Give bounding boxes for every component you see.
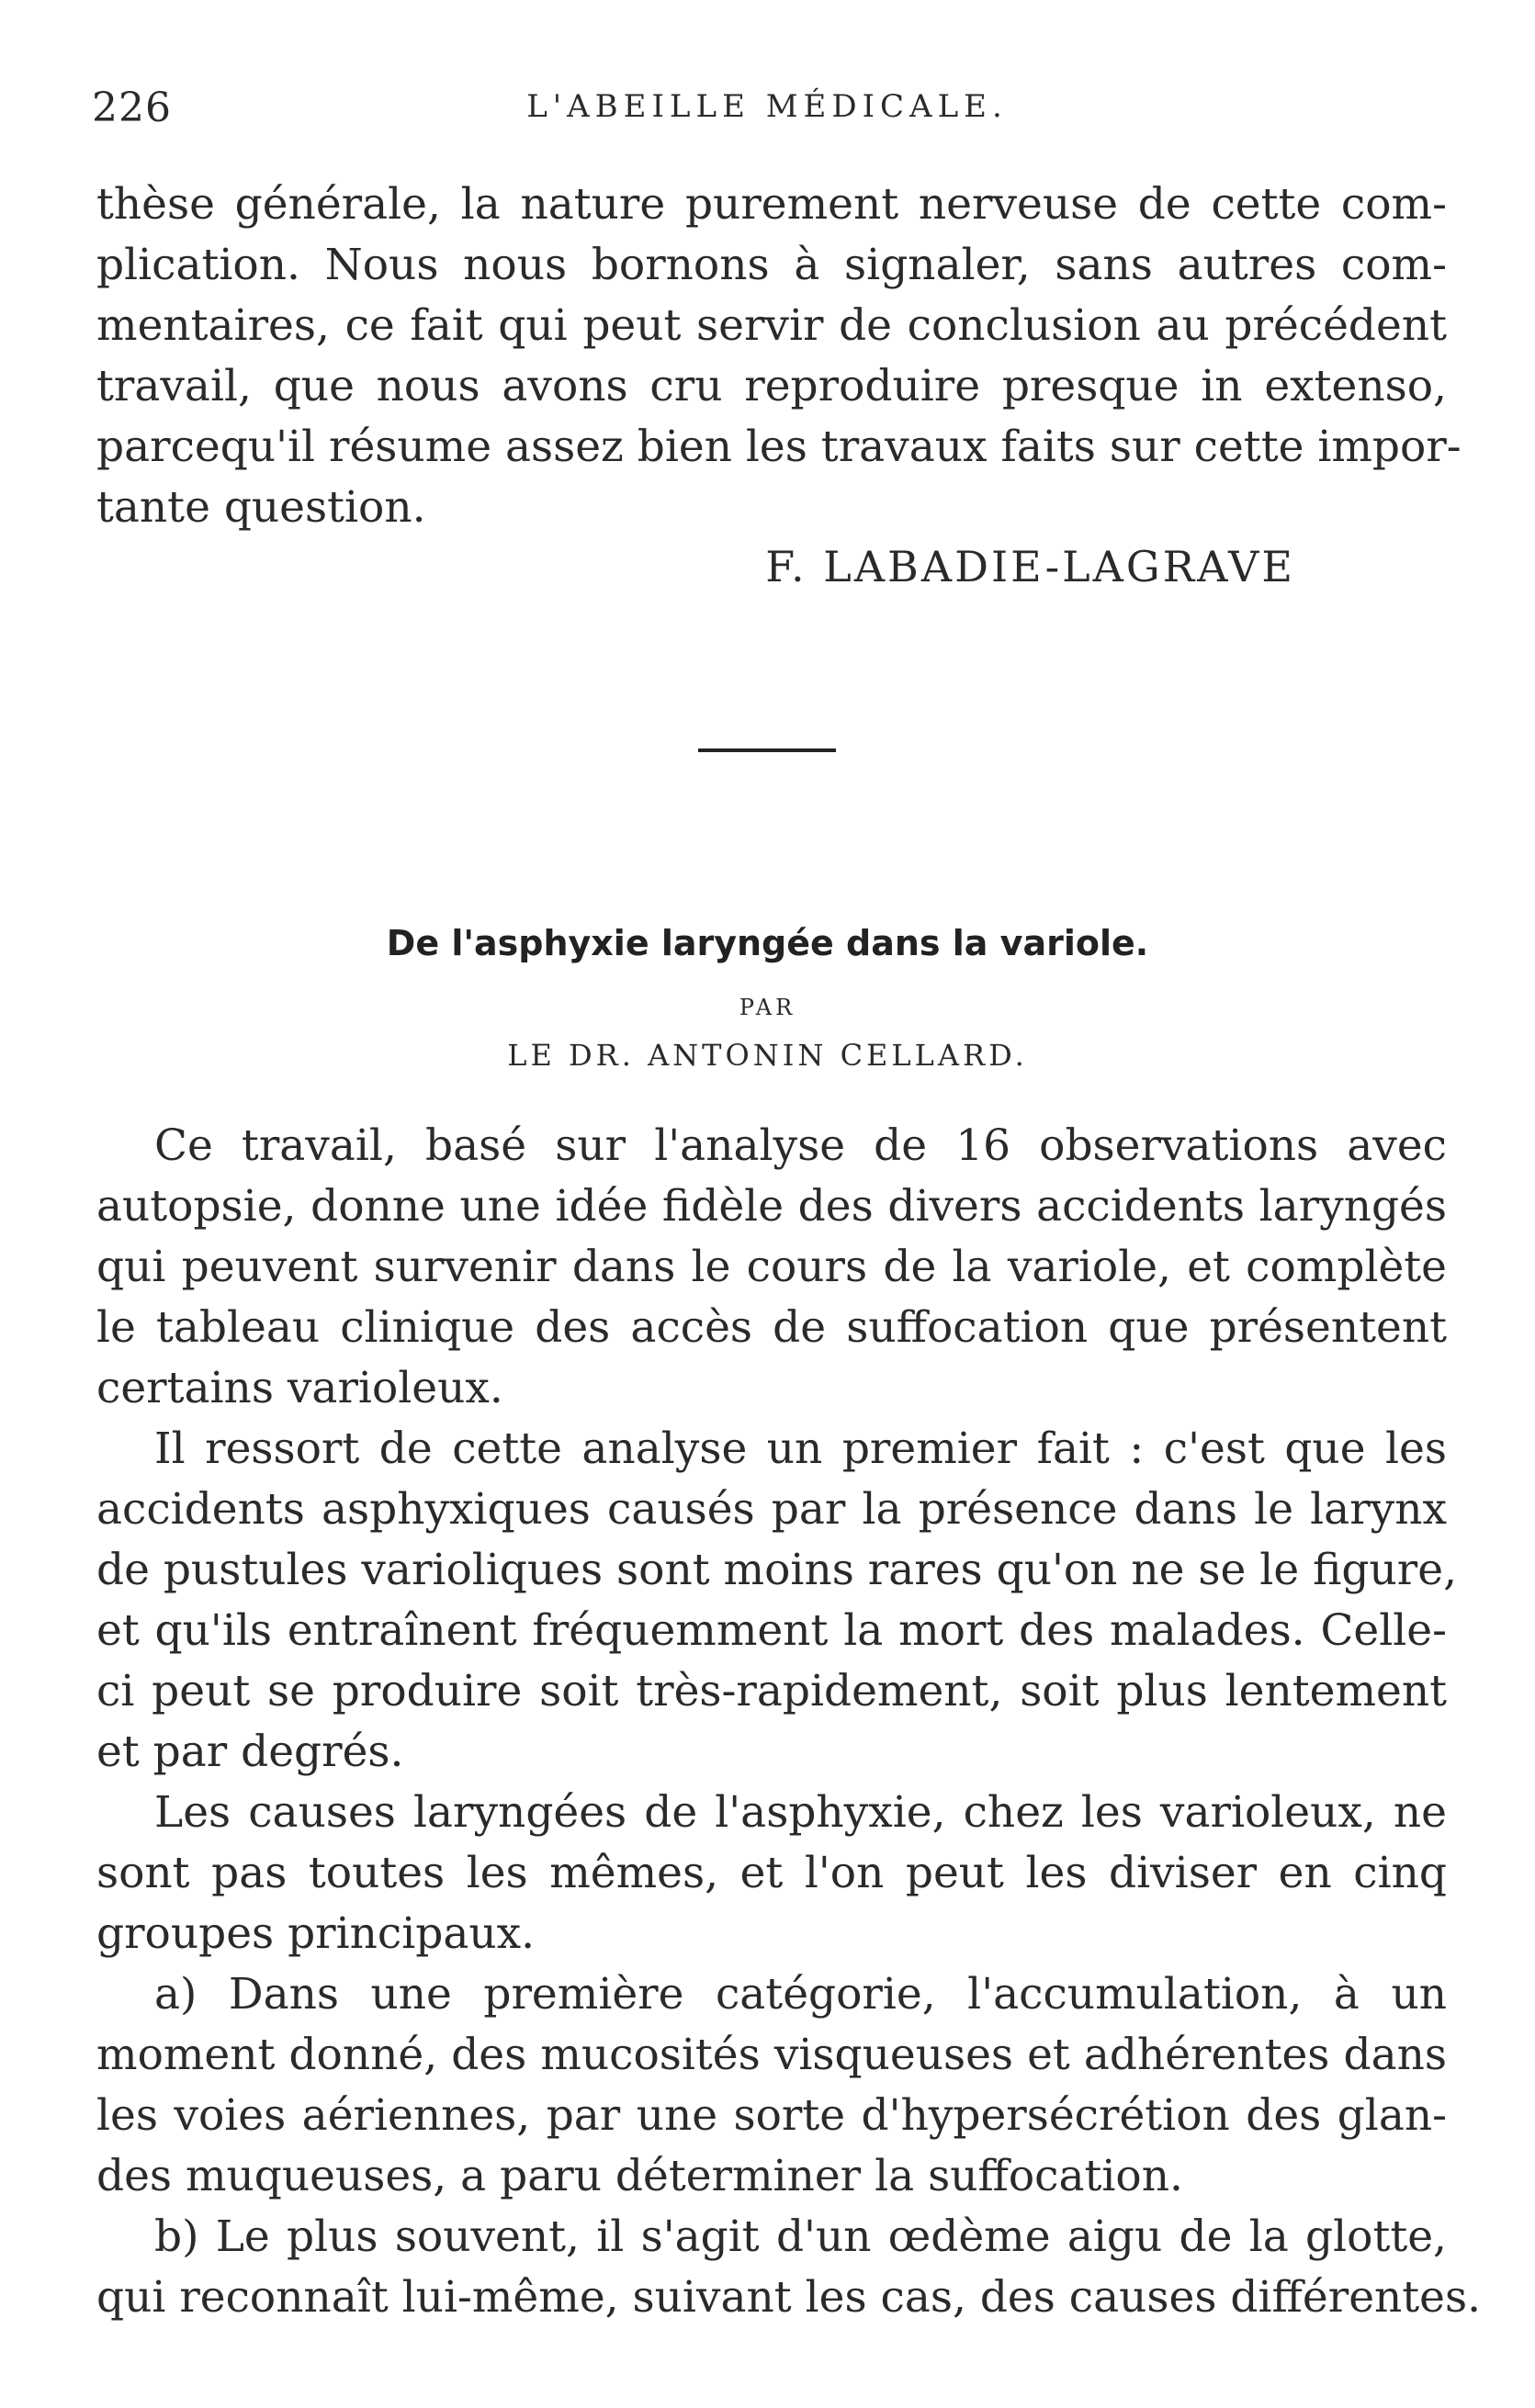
text-line: mentaires, ce fait qui peut servir de conclusion au précédent (96, 300, 1447, 351)
text-line: certains varioleux. (96, 1363, 503, 1413)
text-line: Il ressort de cette analyse un premier fait : c'est que les (154, 1423, 1447, 1474)
text-line: des muqueuses, a paru déterminer la suffocation. (96, 2151, 1183, 2201)
article-author: LE DR. ANTONIN CELLARD. (507, 1038, 1028, 1073)
text-line: ci peut se produire soit très-rapidement, soit plus lentement (96, 1666, 1447, 1716)
signature: F. LABADIE-LAGRAVE (765, 542, 1295, 591)
text-line: travail, que nous avons cru reproduire presque in extenso, (96, 361, 1447, 411)
section-divider (698, 748, 836, 752)
text-line: qui peuvent survenir dans le cours de la variole, et complète (96, 1242, 1447, 1292)
text-line: et qu'ils entraînent fréquemment la mort des malades. Celle- (96, 1605, 1447, 1656)
article-title: De l'asphyxie laryngée dans la variole. (386, 923, 1149, 963)
journal-title: L'ABEILLE MÉDICALE. (526, 88, 1008, 125)
text-line: accidents asphyxiques causés par la présence dans le larynx (96, 1484, 1447, 1535)
text-line: qui reconnaît lui-même, suivant les cas, des causes différentes. (96, 2272, 1482, 2323)
running-head (92, 84, 1442, 140)
text-line: moment donné, des mucosités visqueuses et adhérentes dans (96, 2030, 1447, 2080)
text-line: Les causes laryngées de l'asphyxie, chez les varioleux, ne (154, 1787, 1447, 1838)
text-line: a) Dans une première catégorie, l'accumulation, à un (154, 1969, 1447, 2020)
text-line: groupes principaux. (96, 1908, 536, 1959)
text-line: parcequ'il résume assez bien les travaux faits sur cette impor- (96, 422, 1462, 472)
text-line: autopsie, donne une idée fidèle des divers accidents laryngés (96, 1181, 1447, 1232)
text-line: tante question. (96, 482, 426, 533)
text-line: de pustules varioliques sont moins rares qu'on ne se le figure, (96, 1545, 1458, 1595)
text-line: plication. Nous nous bornons à signaler, sans autres com- (96, 240, 1447, 290)
text-line: et par degrés. (96, 1727, 404, 1777)
text-line: b) Le plus souvent, il s'agit d'un œdème aigu de la glotte, (154, 2211, 1447, 2262)
text-line: sont pas toutes les mêmes, et l'on peut les diviser en cinq (96, 1848, 1447, 1898)
page-number: 226 (92, 84, 172, 131)
text-line: thèse générale, la nature purement nerveuse de cette com- (96, 179, 1447, 230)
text-line: le tableau clinique des accès de suffocation que présentent (96, 1302, 1447, 1353)
text-line: les voies aériennes, par une sorte d'hypersécrétion des glan- (96, 2090, 1447, 2141)
text-line: Ce travail, basé sur l'analyse de 16 observations avec (154, 1120, 1447, 1171)
article-byline-par: PAR (739, 995, 796, 1020)
